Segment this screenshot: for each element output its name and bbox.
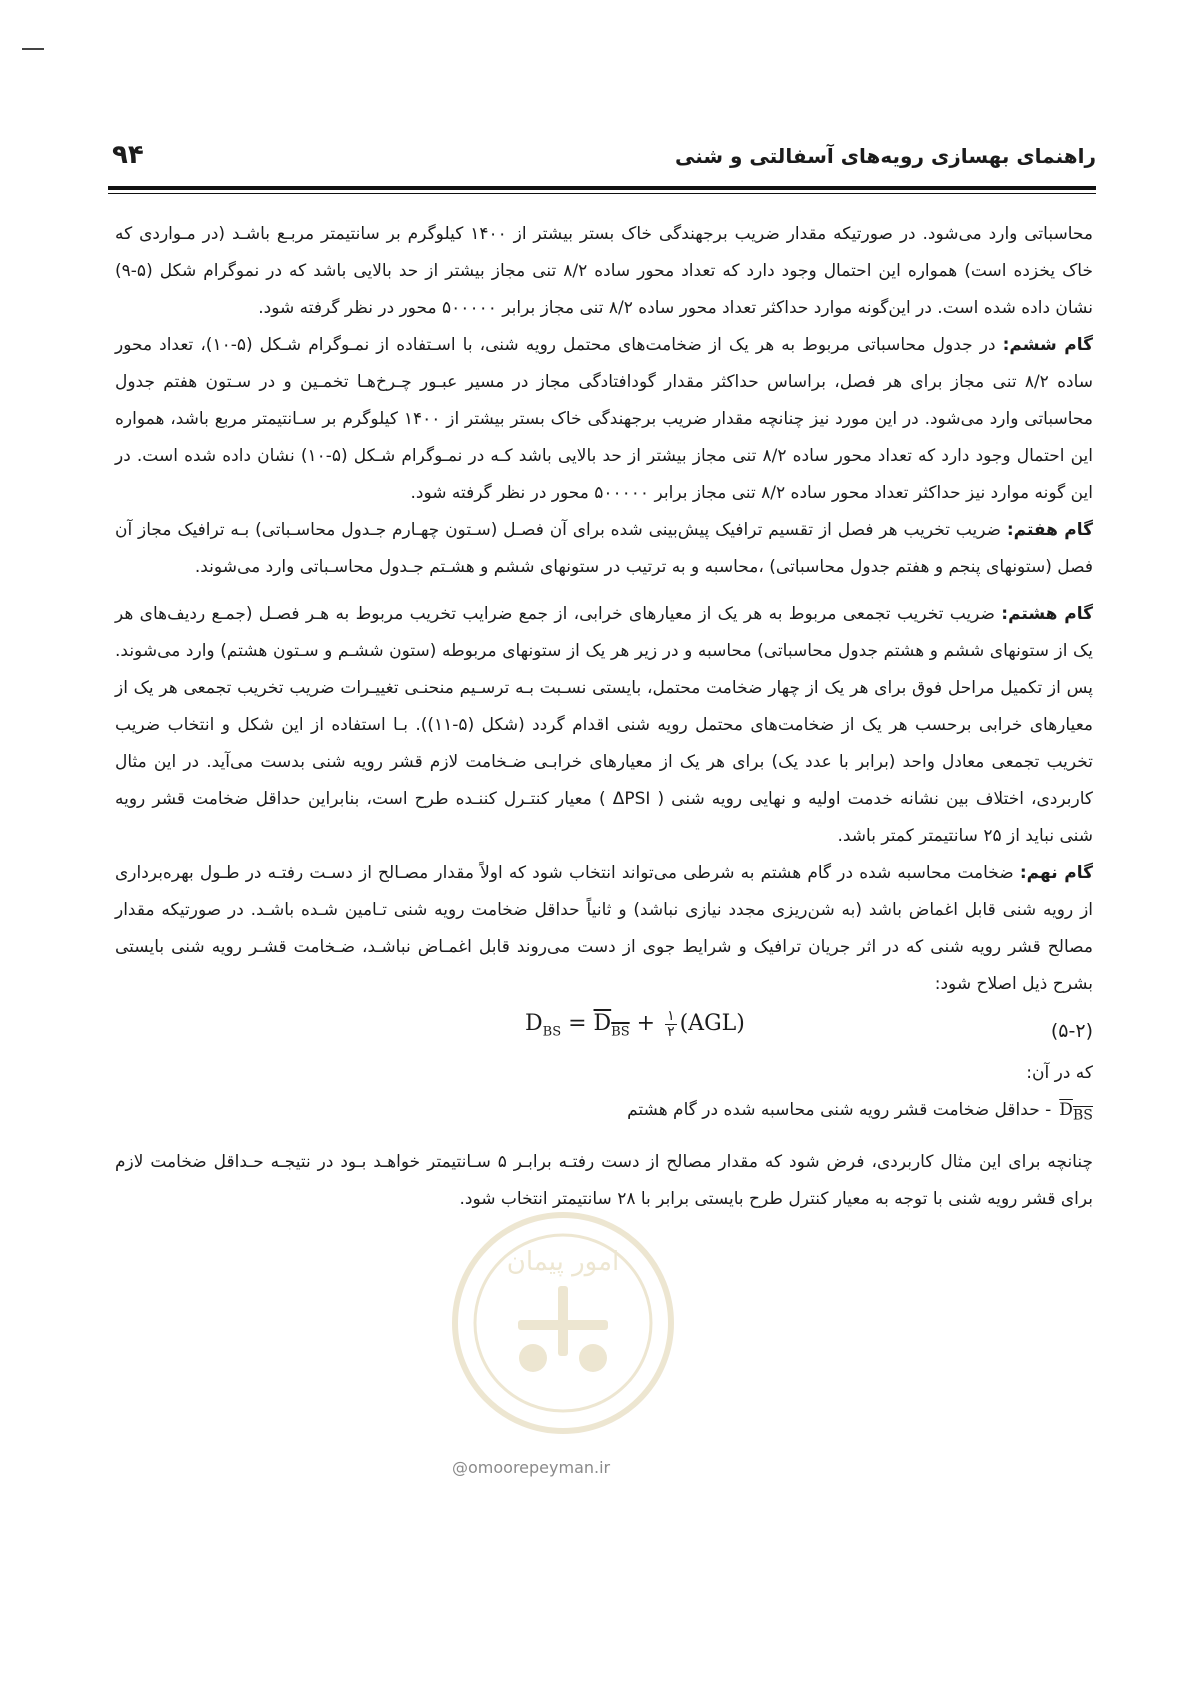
where-label: که در آن: bbox=[1026, 1063, 1093, 1083]
header-rule-thick bbox=[108, 186, 1096, 190]
paragraph-text: محاسباتی وارد می‌شود. در صورتیکه مقدار ضریب برجهندگی خاک بستر بیشتر از ۱۴۰۰ کیلوگرم بر سانتیمتر مربـع باشـد (در مـواردی که خاک یخزده است) همواره این احتمال وجود دارد که تعداد محور ساده ۸/۲ تنی مجاز بیشتر از حد بالایی باشد که در نموگرام شکل (۵-۹) نشان داده شده است. در این‌گونه موارد حداکثر تعداد محور ساده ۸/۲ تنی مجاز برابر ۵۰۰۰۰۰ محور در نظر گرفته شود. bbox=[115, 224, 1093, 318]
step-9-text: ضخامت محاسبه شده در گام هشتم به شرطی می‌تواند انتخاب شود که اولاً مقدار مصـالح از دسـت رفتـه در طـول بهره‌برداری از رویه شنی قابل اغماض باشد (به شن‌ریزی مجدد نیازی نباشد) و ثانیاً حداقل ضخامت رویه شنی تـامین شـده باشـد. در صورتیکه مقدار مصالح قشر رویه شنی که در اثر جریان ترافیک و شرایط جوی از دست می‌روند قابل اغمـاض نباشـد، ضـخامت قشـر رویه شنی بایستی بشرح ذیل اصلاح شود: bbox=[115, 863, 1093, 994]
page-number: ۹۴ bbox=[112, 140, 144, 170]
step-7-label: گام هفتم: bbox=[1006, 520, 1093, 540]
running-title: راهنمای بهسازی رویه‌های آسفالتی و شنی bbox=[674, 144, 1096, 168]
equation-lhs-symbol: D bbox=[525, 1011, 543, 1036]
equation-row bbox=[115, 1003, 1093, 1055]
watermark-seal-text: امور پیمان bbox=[506, 1247, 620, 1277]
equation-term: (AGL) bbox=[679, 1011, 745, 1036]
equation-formula: $D_{BS} = D_{BS}$ + $\frac{۱}{۲}$ (AGL) bbox=[525, 1007, 745, 1040]
definition-row bbox=[115, 1092, 1093, 1134]
definition-symbol-subscript: BS bbox=[1072, 1107, 1093, 1124]
paragraph-step-6 bbox=[115, 327, 1093, 512]
step-7-text: ضریب تخریب هر فصل از تقسیم ترافیک پیش‌بینی شده برای آن فصـل (سـتون چهـارم جـدول محاسـباتی) بـه ترافیک مجاز آن فصل (ستونهای پنجم و هفتم جدول محاسباتی) ،محاسبه و به ترتیب در ستونهای ششم و هشـتم جـدول محاسـباتی وارد می‌شوند. bbox=[115, 520, 1093, 577]
equation-number: (۵-۲) bbox=[1050, 1020, 1093, 1042]
paragraph-step-9 bbox=[115, 855, 1093, 1003]
definition-text: - حداقل ضخامت قشر رویه شنی محاسبه شده در گام هشتم bbox=[627, 1100, 1052, 1120]
equation-rhs-subscript: BS bbox=[611, 1024, 630, 1040]
page-header bbox=[112, 140, 1096, 176]
paragraph-step-7 bbox=[115, 512, 1093, 586]
corner-tick-mark bbox=[22, 48, 44, 50]
header-rule-thin bbox=[108, 193, 1096, 194]
fraction-numerator: ۱ bbox=[667, 1007, 675, 1024]
definition-symbol bbox=[1059, 1092, 1093, 1134]
step-9-label: گام نهم: bbox=[1019, 863, 1093, 883]
final-paragraph: چنانچه برای این مثال کاربردی، فرض شود که مقدار مصالح از دست رفتـه برابـر ۵ سـانتیمتر خواهـد بـود در نتیجـه حـداقل ضخامت لازم برای قشر رویه شنی با توجه به معیار کنترل طرح بایستی برابر با ۲۸ سانتیمتر انتخاب شود. bbox=[115, 1152, 1093, 1210]
equation-fraction bbox=[665, 1009, 677, 1040]
paragraph-continued bbox=[115, 216, 1093, 327]
step-6-text: در جدول محاسباتی مربوط به هر یک از ضخامت‌های محتمل رویه شنی، با اسـتفاده از نمـوگرام شـکل (۵-۱۰)، تعداد محور ساده ۸/۲ تنی مجاز برای هر فصل، براساس حداکثر مقدار گودافتادگی مجاز در مسیر عبـور چـرخ‌هـا تخمـین و در سـتون هفتم جدول محاسباتی وارد می‌شود. در این مورد نیز چنانچه مقدار ضریب برجهندگی خاک بستر بیشتر از ۱۴۰۰ کیلوگرم بر سـانتیمتر مربع باشد، همواره این احتمال وجود دارد که تعداد محور ساده ۸/۲ تنی مجاز بیشتر از حد بالایی باشد کـه در نمـوگرام شـکل (۵-۱۰) نشان داده شده است. در این گونه موارد نیز حداکثر تعداد محور ساده ۸/۲ تنی مجاز برابر ۵۰۰۰۰۰ محور در نظر گرفته شود. bbox=[115, 335, 1093, 503]
equation-lhs-subscript: BS bbox=[542, 1024, 562, 1040]
watermark-url: @omoorepeyman.ir bbox=[452, 1458, 611, 1477]
body-text bbox=[115, 216, 1093, 1218]
definition-symbol-letter: D bbox=[1059, 1100, 1073, 1120]
equation-rhs-overline-term bbox=[593, 1011, 630, 1040]
watermark-seal-logo bbox=[448, 1208, 678, 1438]
step-8-label: گام هشتم: bbox=[1001, 604, 1093, 624]
step-8-text: ضریب تخریب تجمعی مربوط به هر یک از معیارهای خرابی، از جمع ضرایب تخریب مربوط به هـر فصـل (جمـع ردیف‌های هر یک از ستونهای ششم و هشتم جدول محاسباتی) محاسبه و در زیر هر یک از ستونهای مربوطه (ستون ششـم و سـتون هشتم) وارد می‌شوند. پس از تکمیل مراحل فوق برای هر یک از چهار ضخامت محتمل، بایستی نسـبت بـه ترسـیم منحنـی تغییـرات ضریب تخریب تجمعی هر یک از معیارهای خرابی برحسب هر یک از ضخامت‌های محتمل رویه شنی اقدام گردد (شکل (۵-۱۱)). بـا استفاده از این شکل و انتخاب ضریب تخریب تجمعی معادل واحد (برابر با عدد یک) برای هر یک از معیارهای خرابـی ضـخامت لازم قشر رویه شنی بدست می‌آید. در این مثال کاربردی، اختلاف بین نشانه خدمت اولیه و نهایی رویه شنی ( ΔPSI ) معیار کنتـرل کننـده طرح است، بنابراین حداقل ضخامت قشر رویه شنی نباید از ۲۵ سانتیمتر کمتر باشد. bbox=[115, 604, 1094, 846]
equation-rhs-symbol: D bbox=[593, 1011, 612, 1036]
step-6-label: گام ششم: bbox=[1002, 335, 1094, 355]
paragraph-step-8 bbox=[115, 596, 1093, 855]
fraction-denominator: ۲ bbox=[667, 1023, 675, 1040]
